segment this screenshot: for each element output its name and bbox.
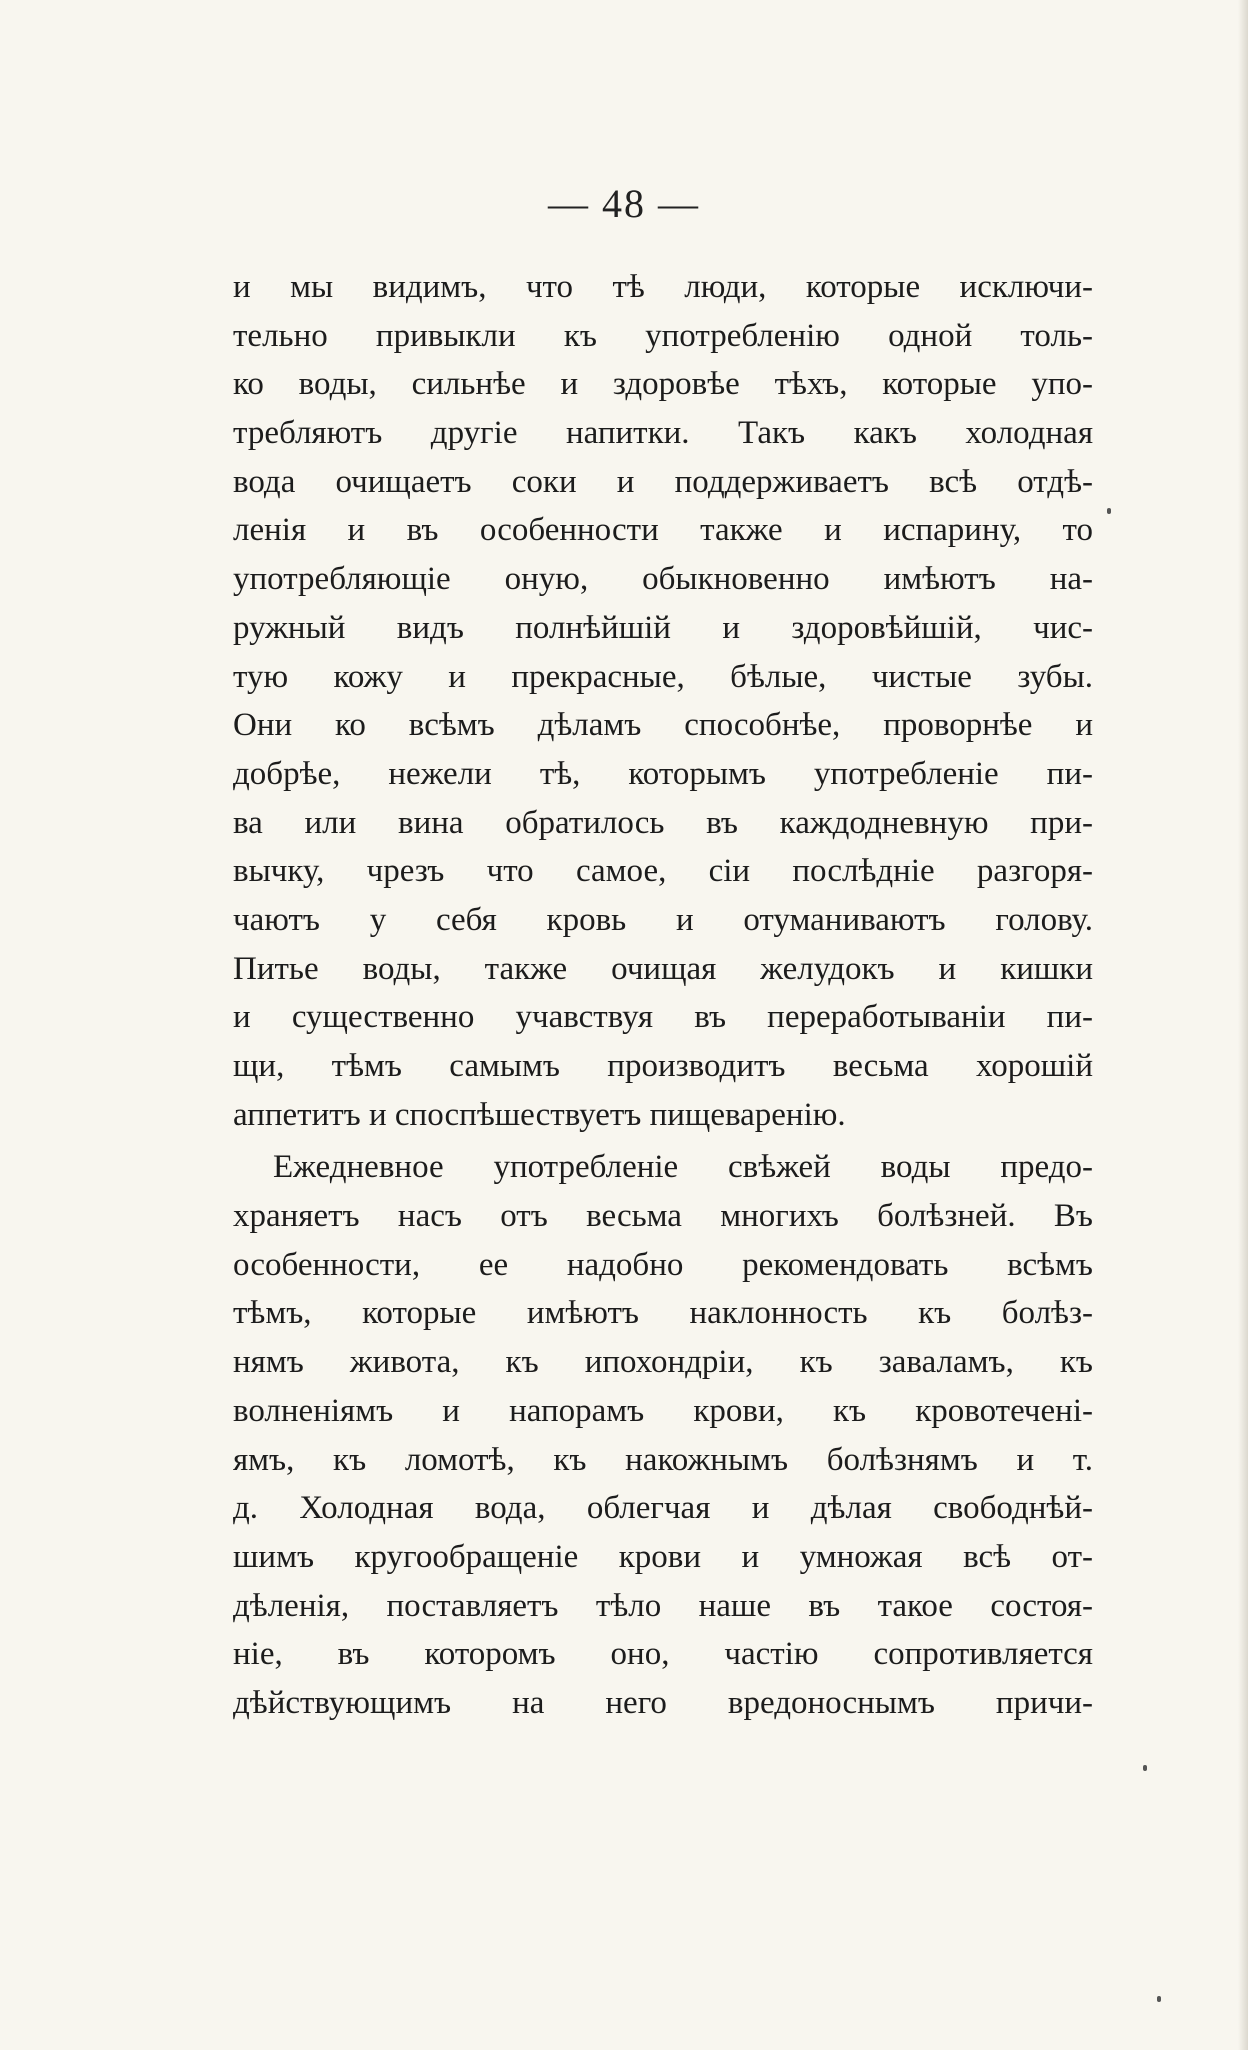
text-line: Ежедневное употребленіе свѣжей воды предо-: [273, 1149, 1093, 1186]
text-line: ямъ, къ ломотѣ, къ накожнымъ болѣзнямъ и т.: [233, 1441, 1093, 1478]
paper-speck: [1143, 1765, 1147, 1771]
paragraph-2: [233, 1143, 1093, 1727]
text-line: вода очищаетъ соки и поддерживаетъ всѣ отдѣ-: [233, 463, 1093, 500]
text-line: Питье воды, также очищая желудокъ и кишки: [233, 950, 1093, 987]
text-line: употребляющіе оную, обыкновенно имѣютъ на-: [233, 561, 1093, 598]
text-line: щи, тѣмъ самымъ производитъ весьма хорошій: [233, 1048, 1093, 1084]
body-text: [233, 263, 1093, 1728]
text-line: аппетитъ и споспѣшествуетъ пищеваренію.: [233, 1096, 846, 1133]
page-number: — 48 —: [548, 181, 700, 226]
paper-speck: [1157, 1996, 1161, 2002]
paper-speck: [1107, 508, 1111, 514]
text-line: добрѣе, нежели тѣ, которымъ употребленіе пи-: [233, 755, 1093, 792]
text-line: вычку, чрезъ что самое, сіи послѣдніе разгоря-: [233, 853, 1093, 890]
text-line: дѣйствующимъ на него вредоноснымъ причи-: [233, 1684, 1093, 1721]
text-line: дѣленія, поставляетъ тѣло наше въ такое состоя-: [233, 1587, 1093, 1624]
text-line: ленія и въ особенности также и испарину, то: [233, 512, 1093, 549]
paragraph-1: [233, 263, 1093, 1139]
text-line: требляютъ другіе напитки. Такъ какъ холодная: [233, 415, 1093, 452]
text-line: чаютъ у себя кровь и отуманиваютъ голову.: [233, 901, 1093, 938]
text-line: и мы видимъ, что тѣ люди, которые исключи-: [233, 269, 1093, 305]
text-line: д. Холодная вода, облегчая и дѣлая свободнѣй-: [233, 1490, 1093, 1527]
text-line: особенности, ее надобно рекомендовать всѣмъ: [233, 1246, 1093, 1283]
text-line: ружный видъ полнѣйшій и здоровѣйшій, чис-: [233, 609, 1093, 646]
text-line: волненіямъ и напорамъ крови, къ кровотеченi-: [233, 1392, 1093, 1429]
text-line: тельно привыкли къ употребленію одной толь-: [233, 317, 1093, 354]
text-line: тую кожу и прекрасные, бѣлые, чистые зубы.: [233, 658, 1093, 695]
text-line: тѣмъ, которые имѣютъ наклонность къ болѣз-: [233, 1295, 1093, 1332]
text-line: Они ко всѣмъ дѣламъ способнѣе, проворнѣе и: [233, 707, 1093, 744]
text-line: и существенно учавствуя въ переработываніи пи-: [233, 999, 1093, 1036]
text-line: храняетъ насъ отъ весьма многихъ болѣзней. Въ: [233, 1198, 1093, 1235]
text-line: нямъ живота, къ ипохондріи, къ заваламъ, къ: [233, 1344, 1093, 1381]
text-line: шимъ кругообращеніе крови и умножая всѣ от-: [233, 1538, 1093, 1575]
text-line: ва или вина обратилось въ каждодневную при-: [233, 804, 1093, 841]
text-line: ко воды, сильнѣе и здоровѣе тѣхъ, которые упо-: [233, 366, 1093, 403]
text-line: ніе, въ которомъ оно, частію сопротивляется: [233, 1636, 1093, 1673]
